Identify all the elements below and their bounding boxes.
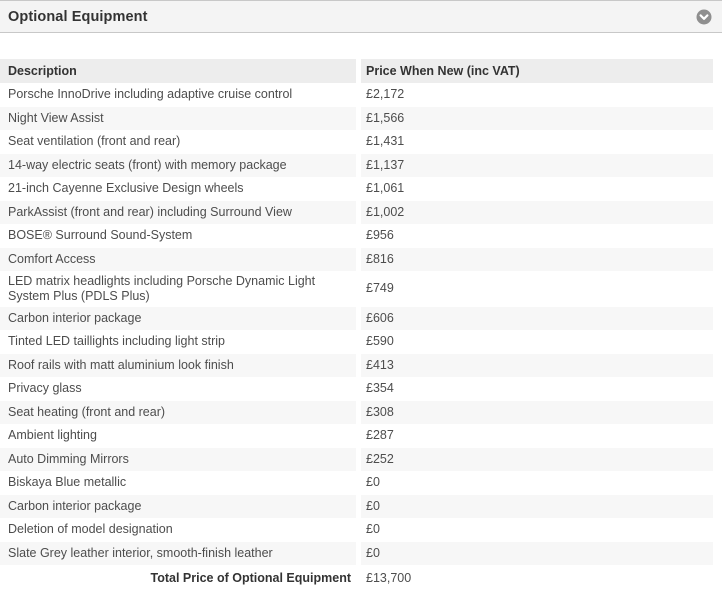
equipment-description: Night View Assist xyxy=(0,107,356,131)
equipment-price: £1,566 xyxy=(361,107,713,131)
table-row xyxy=(0,354,713,378)
table-row xyxy=(0,224,713,248)
column-header-price: Price When New (inc VAT) xyxy=(361,59,713,83)
equipment-price: £0 xyxy=(366,522,380,537)
equipment-price: £956 xyxy=(366,228,394,243)
equipment-description: LED matrix headlights including Porsche Dynamic Light System Plus (PDLS Plus) xyxy=(8,274,316,303)
equipment-description: Seat heating (front and rear) xyxy=(0,401,356,425)
equipment-description: Comfort Access xyxy=(0,248,356,272)
table-row xyxy=(0,330,713,354)
equipment-price: £1,137 xyxy=(361,154,713,178)
table-row xyxy=(0,377,713,401)
equipment-description: Seat ventilation (front and rear) xyxy=(8,134,181,149)
table-row xyxy=(0,83,713,107)
equipment-price: £0 xyxy=(366,475,380,490)
equipment-price: £2,172 xyxy=(366,87,405,102)
table-row xyxy=(0,518,713,542)
table-row xyxy=(0,107,713,131)
equipment-price: £749 xyxy=(366,281,394,296)
table-body xyxy=(0,83,713,565)
equipment-price: £287 xyxy=(366,428,394,443)
equipment-description: Biskaya Blue metallic xyxy=(8,475,127,490)
table-row xyxy=(0,271,713,307)
equipment-description: Ambient lighting xyxy=(8,428,97,443)
equipment-description: 14-way electric seats (front) with memory package xyxy=(0,154,356,178)
equipment-price: £354 xyxy=(366,381,394,396)
equipment-price: £590 xyxy=(366,334,394,349)
equipment-description: BOSE® Surround Sound-System xyxy=(8,228,193,243)
equipment-description: Privacy glass xyxy=(8,381,82,396)
table-row xyxy=(0,424,713,448)
table-header-row xyxy=(0,59,713,83)
equipment-description: Tinted LED taillights including light strip xyxy=(8,334,226,349)
equipment-description: Deletion of model designation xyxy=(8,522,173,537)
table-row xyxy=(0,201,713,225)
equipment-price: £816 xyxy=(361,248,713,272)
equipment-price: £0 xyxy=(361,542,713,566)
table-row xyxy=(0,542,713,566)
equipment-description: ParkAssist (front and rear) including Surround View xyxy=(0,201,356,225)
column-header-description: Description xyxy=(0,59,356,83)
equipment-price: £308 xyxy=(361,401,713,425)
table-row xyxy=(0,471,713,495)
total-row xyxy=(0,571,713,588)
equipment-price: £1,061 xyxy=(366,181,405,196)
equipment-description: Carbon interior package xyxy=(0,307,356,331)
equipment-description: Carbon interior package xyxy=(0,495,356,519)
optional-equipment-table xyxy=(0,59,713,588)
equipment-price: £252 xyxy=(361,448,713,472)
table-row xyxy=(0,448,713,472)
equipment-description: Auto Dimming Mirrors xyxy=(0,448,356,472)
total-price: £13,700 xyxy=(366,571,412,585)
equipment-description: 21-inch Cayenne Exclusive Design wheels xyxy=(8,181,244,196)
table-row xyxy=(0,401,713,425)
chevron-down-circle-icon[interactable] xyxy=(696,9,712,25)
equipment-price: £0 xyxy=(361,495,713,519)
equipment-price: £606 xyxy=(361,307,713,331)
equipment-description: Slate Grey leather interior, smooth-finish leather xyxy=(0,542,356,566)
equipment-price: £413 xyxy=(361,354,713,378)
table-row xyxy=(0,307,713,331)
table-row xyxy=(0,177,713,201)
equipment-price: £1,431 xyxy=(366,134,405,149)
equipment-price: £1,002 xyxy=(361,201,713,225)
table-row xyxy=(0,495,713,519)
equipment-description: Porsche InnoDrive including adaptive cruise control xyxy=(8,87,293,102)
table-row xyxy=(0,154,713,178)
panel-title: Optional Equipment xyxy=(8,8,148,25)
table-row xyxy=(0,248,713,272)
optional-equipment-panel-header[interactable] xyxy=(0,0,722,33)
equipment-description: Roof rails with matt aluminium look finish xyxy=(0,354,356,378)
total-label: Total Price of Optional Equipment xyxy=(150,571,351,585)
table-row xyxy=(0,130,713,154)
